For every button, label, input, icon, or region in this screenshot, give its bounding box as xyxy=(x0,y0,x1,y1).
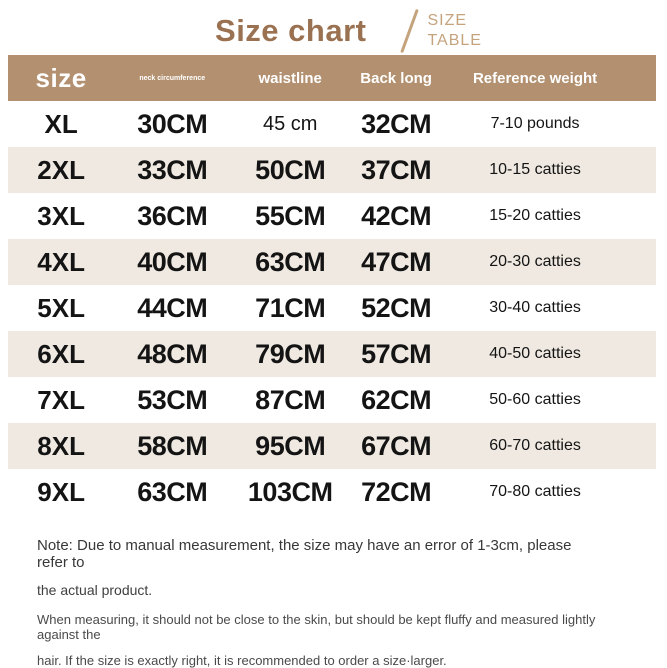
waist-cell: 50CM xyxy=(255,154,326,185)
size-cell: 6XL xyxy=(37,338,85,369)
weight-cell: 70-80 catties xyxy=(489,483,581,500)
size-cell: 7XL xyxy=(37,384,85,415)
weight-cell: 50-60 catties xyxy=(489,391,581,408)
waist-cell: 45 cm xyxy=(262,112,318,135)
waist-cell: 71CM xyxy=(255,292,326,323)
waist-cell: 95CM xyxy=(255,430,326,461)
slash-divider-icon xyxy=(401,9,420,53)
neck-cell: 36CM xyxy=(137,200,208,231)
back-cell: 57CM xyxy=(361,338,432,369)
back-cell: 42CM xyxy=(361,200,432,231)
size-cell: 9XL xyxy=(37,476,85,507)
column-header-size: size xyxy=(35,62,87,93)
neck-cell: 30CM xyxy=(137,108,208,139)
back-cell: 32CM xyxy=(361,108,432,139)
back-cell: 37CM xyxy=(361,154,432,185)
table-row xyxy=(8,331,656,377)
weight-cell: 20-30 catties xyxy=(489,253,581,270)
table-row xyxy=(8,285,656,331)
column-header-back-long: Back long xyxy=(360,69,432,87)
back-cell: 72CM xyxy=(361,476,432,507)
size-cell: XL xyxy=(44,108,78,139)
size-cell: 8XL xyxy=(37,430,85,461)
size-cell: 4XL xyxy=(37,246,85,277)
back-cell: 67CM xyxy=(361,430,432,461)
table-row xyxy=(8,239,656,285)
weight-cell: 30-40 catties xyxy=(489,299,581,316)
waist-cell: 87CM xyxy=(255,384,326,415)
size-table xyxy=(8,55,656,515)
waist-cell: 55CM xyxy=(255,200,326,231)
table-row xyxy=(8,469,656,515)
weight-cell: 10-15 catties xyxy=(489,161,581,178)
page-subtitle xyxy=(427,11,482,51)
column-header-waistline: waistline xyxy=(258,69,322,87)
table-row xyxy=(8,377,656,423)
back-cell: 62CM xyxy=(361,384,432,415)
neck-cell: 53CM xyxy=(137,384,208,415)
weight-cell: 60-70 catties xyxy=(489,437,581,454)
subtitle-line2: TABLE xyxy=(427,32,482,49)
neck-cell: 44CM xyxy=(137,292,208,323)
neck-cell: 48CM xyxy=(137,338,208,369)
table-header-row xyxy=(8,55,656,101)
neck-cell: 58CM xyxy=(137,430,208,461)
size-cell: 3XL xyxy=(37,200,85,231)
page-header xyxy=(30,0,667,52)
notes-section xyxy=(37,537,605,668)
back-cell: 47CM xyxy=(361,246,432,277)
size-cell: 5XL xyxy=(37,292,85,323)
table-row xyxy=(8,101,656,147)
note-line-3: When measuring, it should not be close to the skin, but should be kept fluffy and measured lightly against the xyxy=(37,612,596,642)
table-row xyxy=(8,147,656,193)
weight-cell: 15-20 catties xyxy=(489,207,581,224)
column-header-neck-circumference: neck circumference xyxy=(139,74,206,82)
weight-cell: 7-10 pounds xyxy=(490,115,580,132)
waist-cell: 63CM xyxy=(255,246,326,277)
note-line-4: hair. If the size is exactly right, it is recommended to order a size·larger. xyxy=(37,653,447,668)
table-row xyxy=(8,193,656,239)
table-body xyxy=(8,101,656,515)
note-line-2: the actual product. xyxy=(37,582,153,598)
neck-cell: 40CM xyxy=(137,246,208,277)
size-cell: 2XL xyxy=(37,154,85,185)
waist-cell: 79CM xyxy=(255,338,326,369)
waist-cell: 103CM xyxy=(247,476,333,507)
page-title: Size chart xyxy=(215,13,367,48)
weight-cell: 40-50 catties xyxy=(489,345,581,362)
neck-cell: 63CM xyxy=(137,476,208,507)
subtitle-line1: SIZE xyxy=(427,12,468,29)
table-row xyxy=(8,423,656,469)
note-line-1: Note: Due to manual measurement, the size may have an error of 1-3cm, please refer to xyxy=(37,537,572,571)
column-header-reference-weight: Reference weight xyxy=(472,69,598,87)
back-cell: 52CM xyxy=(361,292,432,323)
neck-cell: 33CM xyxy=(137,154,208,185)
